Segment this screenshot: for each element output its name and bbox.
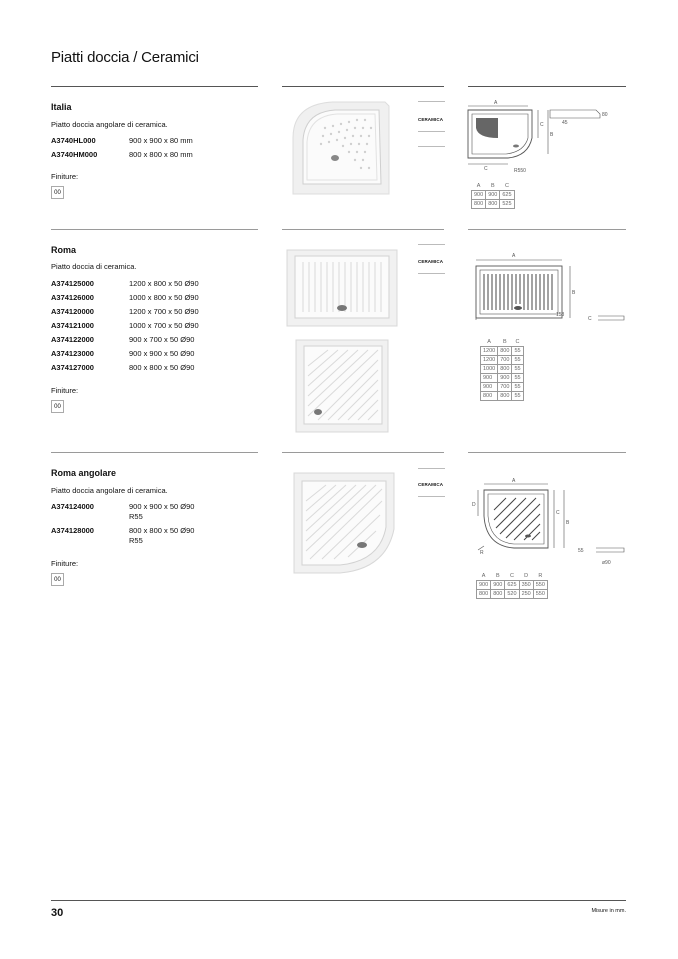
drawing-label-angle: 45 [562,120,568,126]
product-code: A374124000 [51,502,94,511]
material-tag: CERAMICA [418,117,444,122]
drawing-label-c: C [556,510,560,516]
product-dims: 800 x 800 x 80 mm [129,150,193,159]
tag-rule [418,146,445,147]
section-description: Piatto doccia angolare di ceramica. [51,120,168,129]
divider [51,86,258,87]
material-tag: CERAMICA [418,259,444,264]
product-code: A374121000 [51,321,94,330]
product-photo-italia [285,98,395,196]
product-code: A374128000 [51,526,94,535]
section-description: Piatto doccia angolare di ceramica. [51,486,168,495]
drawing-label-h: 55 [578,548,584,554]
dimension-table-roma: A B C 1200 800 55 1200 700 55 1000 800 55 900 900 55 900 700 55 800 800 55 [480,338,524,401]
drawing-label-phi: ø90 [602,560,611,566]
product-dims: 1000 x 700 x 50 Ø90 [129,321,199,330]
product-code: A3740HL000 [51,136,96,145]
product-code: A374123000 [51,349,94,358]
product-dims: 800 x 800 x 50 Ø90 [129,363,195,372]
section-title-roma-angolare: Roma angolare [51,468,117,478]
divider [282,86,444,87]
product-radius: R55 [129,536,143,545]
finiture-label: Finiture: [51,172,79,181]
tag-rule [418,496,445,497]
page-title: Piatti doccia / Ceramici [51,49,199,66]
footer-divider [51,900,626,901]
drawing-label-a: A [494,100,498,106]
finish-swatch: 00 [51,400,64,413]
product-radius: R55 [129,512,143,521]
divider [468,86,626,87]
technical-drawing-italia [458,98,618,180]
product-dims: 900 x 900 x 50 Ø90 [129,502,195,511]
product-code: A374120000 [51,307,94,316]
technical-drawing-roma-angolare [466,474,626,570]
finish-swatch: 00 [51,573,64,586]
section-title-italia: Italia [51,102,72,112]
product-dims: 900 x 900 x 80 mm [129,136,193,145]
drawing-label-d: 153 [556,312,565,318]
drawing-label-c: C [588,316,592,322]
section-description: Piatto doccia di ceramica. [51,262,137,271]
product-dims: 1000 x 800 x 50 Ø90 [129,293,199,302]
divider [282,229,444,230]
product-code: A3740HM000 [51,150,98,159]
finiture-label: Finiture: [51,386,79,395]
product-code: A374127000 [51,363,94,372]
drawing-label-b: B [572,290,576,296]
product-code: A374122000 [51,335,94,344]
product-photo-roma-rect [285,246,400,330]
divider [468,452,626,453]
drawing-label-h: 80 [602,112,608,118]
divider [282,452,444,453]
tag-rule [418,101,445,102]
drawing-label-b: B [566,520,570,526]
drawing-label-c2: C [484,166,488,172]
page-number: 30 [51,907,64,919]
dimension-table-italia: A B C 900 900 625 800 800 525 [471,182,515,209]
tag-rule [418,273,445,274]
tag-rule [418,131,445,132]
drawing-label-d: D [472,502,476,508]
drawing-label-a: A [512,478,516,484]
product-photo-roma-angolare [290,469,398,575]
drawing-label-c: C [540,122,544,128]
drawing-label-r: R [480,550,484,556]
divider [51,229,258,230]
product-dims: 1200 x 800 x 50 Ø90 [129,279,199,288]
divider [468,229,626,230]
product-dims: 900 x 900 x 50 Ø90 [129,349,195,358]
product-code: A374125000 [51,279,94,288]
product-dims: 800 x 800 x 50 Ø90 [129,526,195,535]
section-title-roma: Roma [51,245,77,255]
drawing-label-a: A [512,253,516,259]
finish-swatch: 00 [51,186,64,199]
tag-rule [418,468,445,469]
finiture-label: Finiture: [51,559,79,568]
technical-drawing-roma [466,246,626,326]
divider [51,452,258,453]
drawing-label-r: R550 [514,168,526,174]
units-note: Misure in mm. [591,908,626,914]
dimension-table-roma-angolare: A B C D R 900 900 625 350 550 800 800 520 250 550 [476,572,548,599]
product-photo-roma-square [294,336,390,434]
material-tag: CERAMICA [418,482,444,487]
product-code: A374126000 [51,293,94,302]
drawing-label-b: B [550,132,554,138]
product-dims: 1200 x 700 x 50 Ø90 [129,307,199,316]
tag-rule [418,244,445,245]
product-dims: 900 x 700 x 50 Ø90 [129,335,195,344]
